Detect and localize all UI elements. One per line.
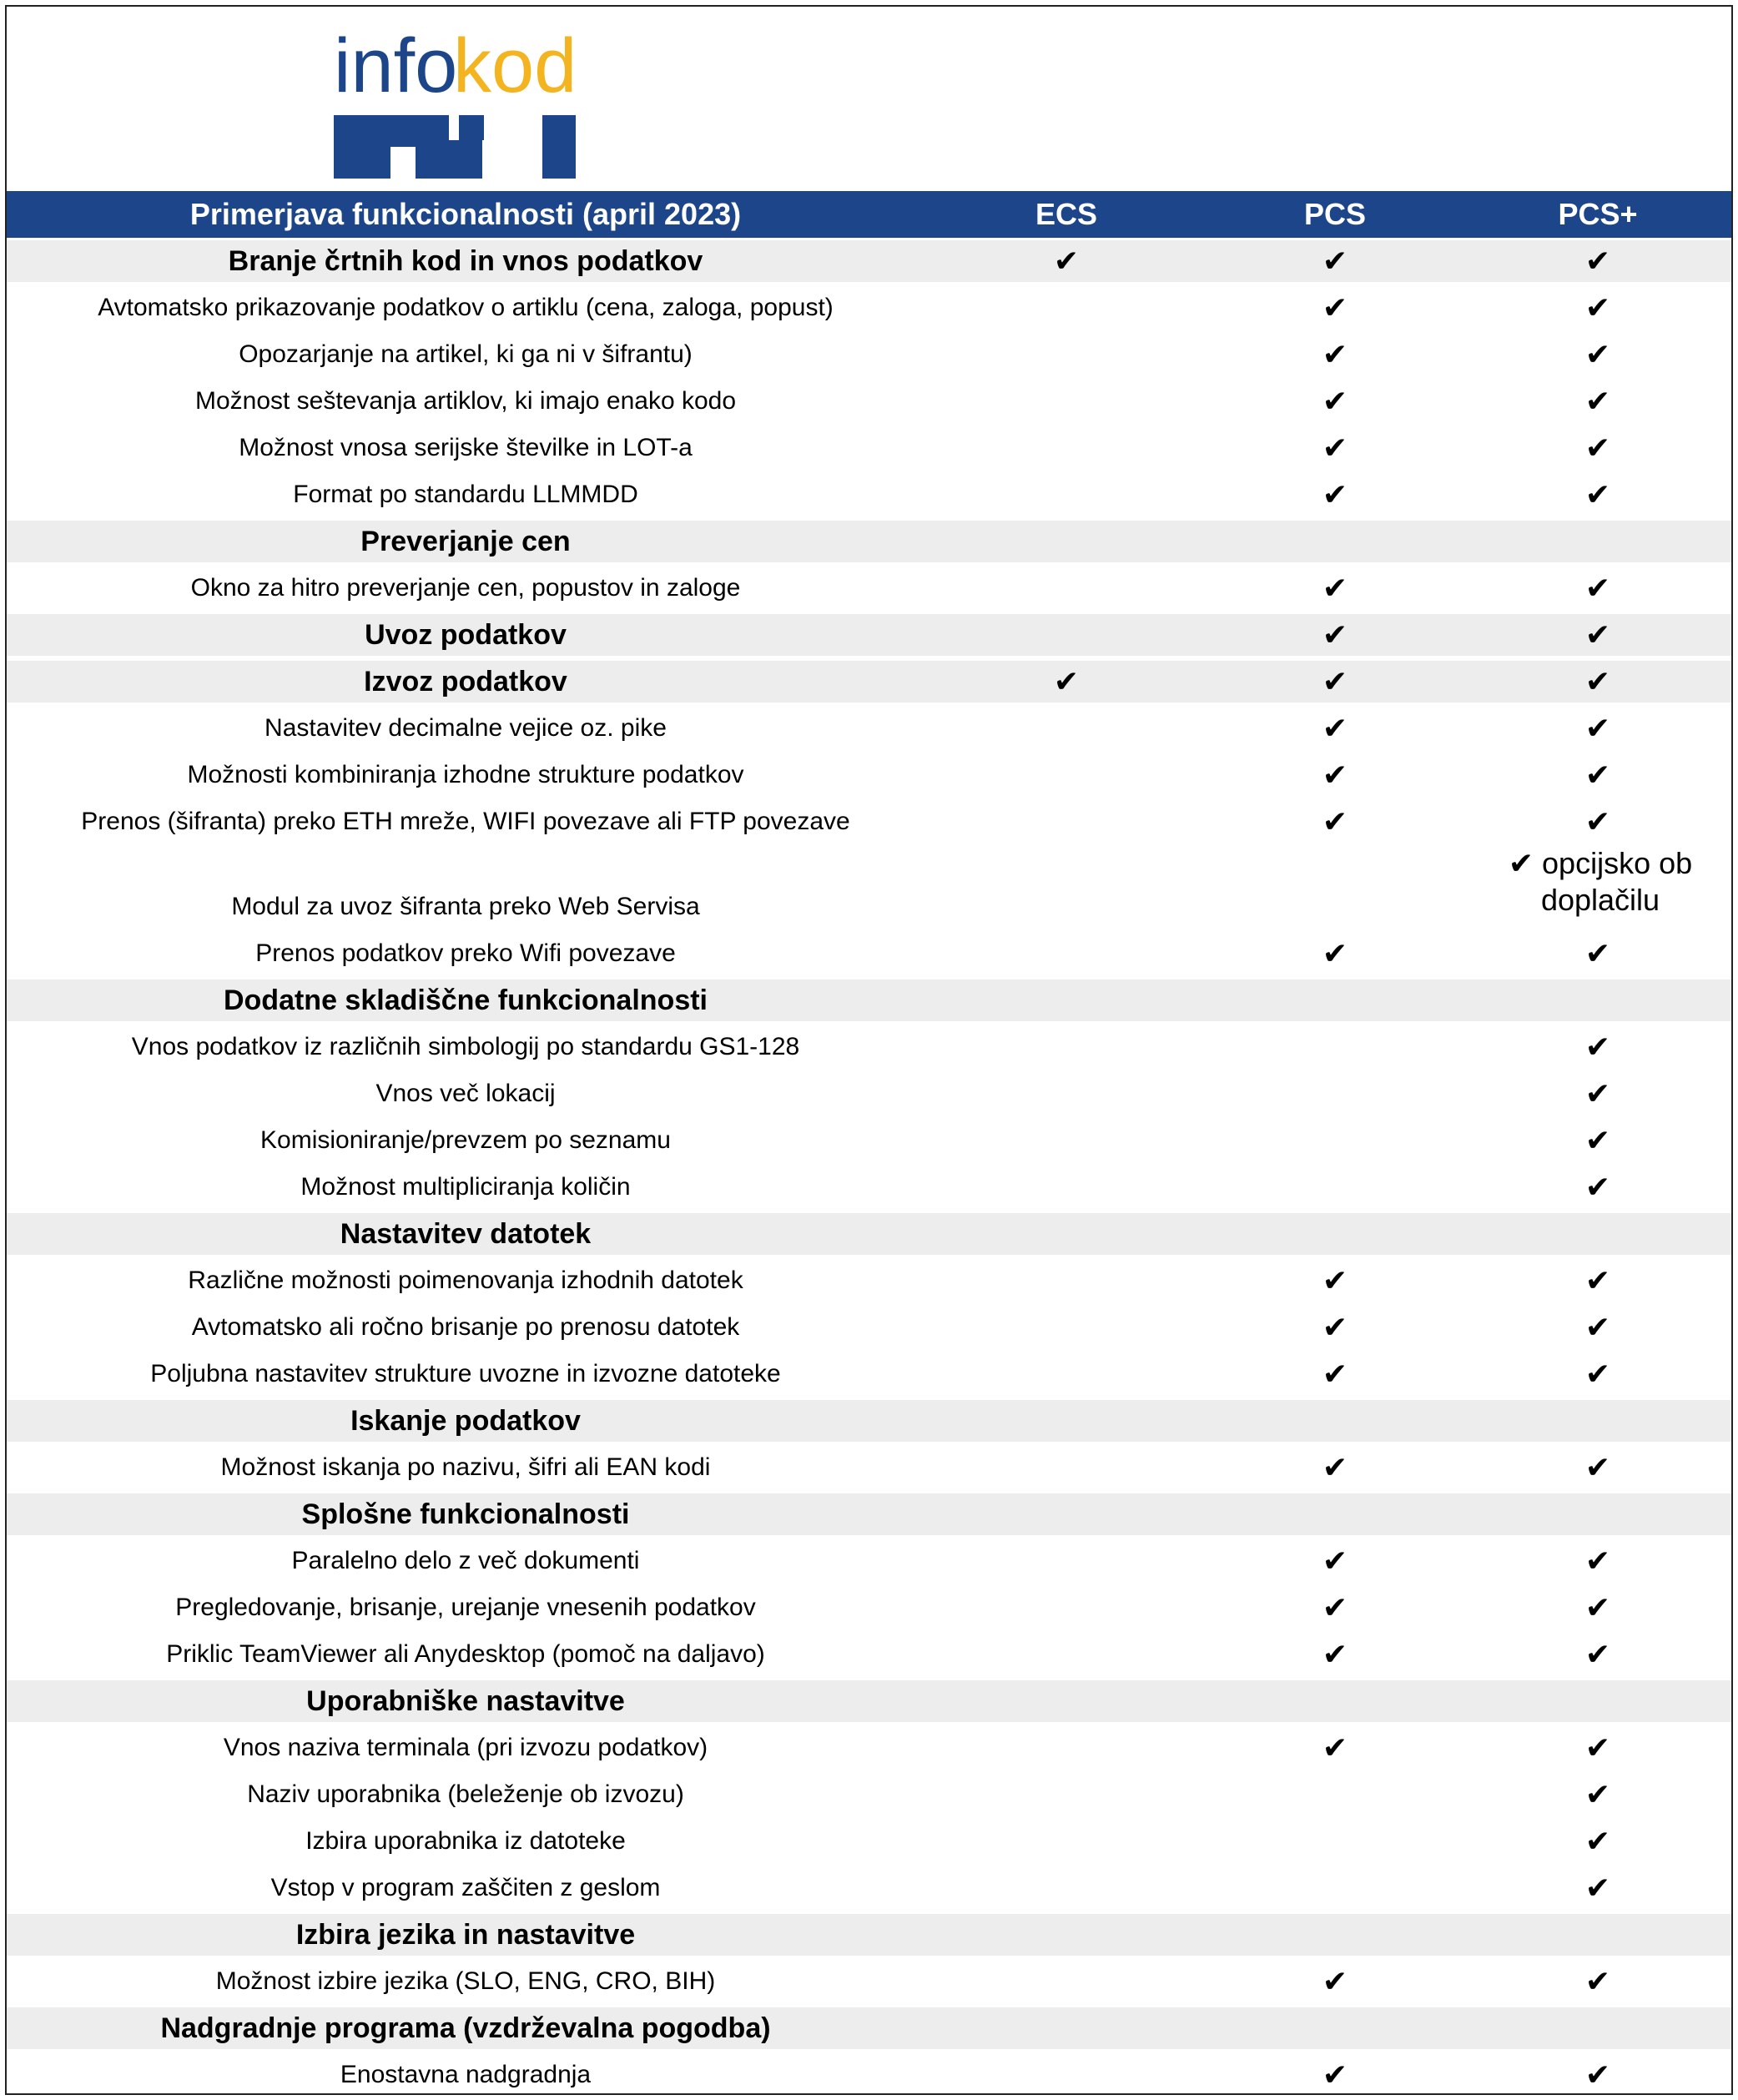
check-ecs-icon: ✔ (1053, 664, 1080, 698)
feature-row (7, 1538, 1731, 1584)
feature-label: Avtomatsko ali ročno brisanje po prenosu datotek (191, 1313, 740, 1341)
check-ecs-icon: ✔ (1053, 244, 1080, 278)
check-pcs-icon: ✔ (1322, 758, 1348, 792)
feature-row (7, 752, 1731, 798)
check-pcs-icon: ✔ (1322, 1590, 1348, 1624)
check-pcsplus-icon: ✔ (1584, 244, 1611, 278)
feature-label: Opozarjanje na artikel, ki ga ni v šifrantu) (239, 340, 693, 368)
section-title: Splošne funkcionalnosti (301, 1498, 630, 1530)
section-title: Dodatne skladiščne funkcionalnosti (223, 985, 708, 1016)
check-pcsplus-icon: ✔ (1584, 1730, 1611, 1765)
infokod-logo (334, 15, 584, 182)
check-pcsplus-icon: ✔ (1584, 431, 1611, 465)
section-row (7, 1211, 1731, 1257)
section-row (7, 1678, 1731, 1725)
check-pcsplus-icon: ✔ (1584, 337, 1611, 371)
feature-row (7, 798, 1731, 845)
check-pcsplus-icon: ✔ (1584, 290, 1611, 325)
section-row (7, 1397, 1731, 1444)
feature-row (7, 1304, 1731, 1351)
check-pcsplus-icon: ✔ (1584, 758, 1611, 792)
feature-row (7, 1631, 1731, 1678)
check-pcsplus-icon: ✔ (1584, 1076, 1611, 1110)
check-pcs-icon: ✔ (1322, 617, 1348, 652)
feature-label: Modul za uvoz šifranta preko Web Servisa (231, 893, 700, 920)
feature-label: Nastavitev decimalne vejice oz. pike (264, 714, 667, 742)
feature-row (7, 1584, 1731, 1631)
section-title: Uvoz podatkov (365, 619, 567, 651)
feature-label: Priklic TeamViewer ali Anydesktop (pomoč na daljavo) (166, 1640, 765, 1668)
comparison-table-body (7, 238, 1731, 2098)
check-pcsplus-icon: ✔ (1584, 1824, 1611, 1858)
feature-row (7, 1818, 1731, 1865)
feature-row (7, 1024, 1731, 1070)
check-pcs-icon: ✔ (1322, 804, 1348, 838)
check-pcs-icon: ✔ (1322, 290, 1348, 325)
header-col-pcsplus: PCS+ (1558, 197, 1638, 231)
check-pcsplus-icon: ✔ (1584, 1544, 1611, 1578)
header-col-ecs: ECS (1035, 197, 1098, 231)
check-pcsplus-icon: ✔ (1584, 1123, 1611, 1157)
feature-row (7, 1958, 1731, 2005)
check-pcs-icon: ✔ (1322, 244, 1348, 278)
check-pcsplus-icon: ✔ (1584, 804, 1611, 838)
section-title: Branje črtnih kod in vnos podatkov (228, 245, 703, 277)
feature-label: Vstop v program zaščiten z geslom (270, 1874, 661, 1901)
check-pcs-icon: ✔ (1322, 1964, 1348, 1998)
feature-row (7, 471, 1731, 518)
logo-blocks-icon (334, 115, 576, 179)
feature-label: Okno za hitro preverjanje cen, popustov in zaloge (190, 574, 741, 602)
check-pcsplus-icon: ✔ (1584, 711, 1611, 745)
check-pcs-icon: ✔ (1322, 1450, 1348, 1484)
check-pcs-icon: ✔ (1322, 477, 1348, 511)
feature-label: Možnost vnosa serijske številke in LOT-a (239, 434, 693, 461)
check-pcsplus-icon: ✔ (1584, 1357, 1611, 1391)
feature-label: Avtomatsko prikazovanje podatkov o artiklu (cena, zaloga, popust) (98, 294, 834, 321)
feature-row (7, 1164, 1731, 1211)
feature-label: Vnos naziva terminala (pri izvozu podatkov) (223, 1734, 708, 1761)
feature-label: Enostavna nadgradnja (340, 2061, 592, 2088)
check-pcsplus-icon: ✔ (1584, 1964, 1611, 1998)
feature-label: Naziv uporabnika (beleženje ob izvozu) (247, 1780, 684, 1808)
feature-label: Paralelno delo z več dokumenti (291, 1547, 640, 1574)
feature-label: Vnos podatkov iz različnih simbologij po standardu GS1-128 (131, 1033, 800, 1060)
feature-row (7, 565, 1731, 612)
note-line-1: ✔ opcijsko ob (1508, 846, 1693, 880)
feature-row (7, 845, 1731, 930)
feature-label: Izbira uporabnika iz datoteke (305, 1827, 626, 1855)
section-row (7, 612, 1731, 658)
feature-row (7, 1771, 1731, 1818)
section-row (7, 977, 1731, 1024)
feature-row (7, 378, 1731, 425)
check-pcs-icon: ✔ (1322, 571, 1348, 605)
feature-label: Poljubna nastavitev strukture uvozne in izvozne datoteke (150, 1360, 781, 1387)
check-pcsplus-icon: ✔ (1584, 1310, 1611, 1344)
check-pcsplus-icon: ✔ (1584, 1030, 1611, 1064)
feature-label: Format po standardu LLMMDD (293, 481, 638, 508)
feature-row (7, 1725, 1731, 1771)
feature-row (7, 1070, 1731, 1117)
section-row (7, 658, 1731, 705)
section-title: Izbira jezika in nastavitve (295, 1919, 636, 1951)
feature-label: Možnost multipliciranja količin (300, 1173, 631, 1201)
feature-row (7, 1257, 1731, 1304)
check-pcs-icon: ✔ (1322, 431, 1348, 465)
section-row (7, 518, 1731, 565)
check-pcsplus-icon: ✔ (1584, 664, 1611, 698)
check-pcsplus-icon: ✔ (1584, 617, 1611, 652)
feature-row (7, 285, 1731, 331)
pcsplus-optional-note (1475, 845, 1725, 919)
check-pcsplus-icon: ✔ (1584, 1777, 1611, 1811)
section-row (7, 2005, 1731, 2052)
check-pcs-icon: ✔ (1322, 337, 1348, 371)
feature-label: Pregledovanje, brisanje, urejanje vnesenih podatkov (175, 1594, 756, 1621)
feature-label: Komisioniranje/prevzem po seznamu (260, 1126, 671, 1154)
check-pcs-icon: ✔ (1322, 664, 1348, 698)
check-pcs-icon: ✔ (1322, 1730, 1348, 1765)
check-pcsplus-icon: ✔ (1584, 1450, 1611, 1484)
check-pcs-icon: ✔ (1322, 936, 1348, 970)
feature-row (7, 1117, 1731, 1164)
feature-row (7, 1351, 1731, 1397)
section-row (7, 1911, 1731, 1958)
logo-word-kod: kod (453, 23, 577, 108)
check-pcsplus-icon: ✔ (1584, 571, 1611, 605)
header-title: Primerjava funkcionalnosti (april 2023) (189, 197, 742, 231)
check-pcsplus-icon: ✔ (1584, 1590, 1611, 1624)
section-row (7, 238, 1731, 285)
check-pcsplus-icon: ✔ (1584, 2057, 1611, 2092)
feature-row (7, 705, 1731, 752)
feature-label: Možnost seštevanja artiklov, ki imajo enako kodo (194, 387, 737, 415)
feature-label: Možnosti kombiniranja izhodne strukture podatkov (187, 761, 744, 788)
feature-label: Prenos (šifranta) preko ETH mreže, WIFI povezave ali FTP povezave (81, 808, 850, 835)
feature-row (7, 1444, 1731, 1491)
check-pcs-icon: ✔ (1322, 1544, 1348, 1578)
section-title: Nastavitev datotek (340, 1218, 592, 1250)
section-title: Preverjanje cen (360, 526, 571, 557)
section-title: Izvoz podatkov (364, 666, 567, 697)
feature-row (7, 930, 1731, 977)
check-pcsplus-icon: ✔ (1584, 1170, 1611, 1204)
logo-word-info: info (334, 23, 458, 108)
check-pcs-icon: ✔ (1322, 1637, 1348, 1671)
section-title: Nadgradnje programa (vzdrževalna pogodba) (160, 2012, 771, 2044)
section-title: Uporabniške nastavitve (306, 1685, 625, 1717)
feature-row (7, 331, 1731, 378)
check-pcsplus-icon: ✔ (1584, 477, 1611, 511)
check-pcs-icon: ✔ (1322, 1310, 1348, 1344)
check-pcsplus-icon: ✔ (1584, 384, 1611, 418)
feature-label: Različne možnosti poimenovanja izhodnih datotek (188, 1267, 743, 1294)
check-pcsplus-icon: ✔ (1584, 1871, 1611, 1905)
check-pcs-icon: ✔ (1322, 711, 1348, 745)
feature-label: Prenos podatkov preko Wifi povezave (255, 939, 676, 967)
header-col-pcs: PCS (1303, 197, 1367, 231)
check-pcs-icon: ✔ (1322, 1263, 1348, 1297)
table-header (7, 191, 1731, 238)
check-pcsplus-icon: ✔ (1584, 1637, 1611, 1671)
check-pcs-icon: ✔ (1322, 2057, 1348, 2092)
note-line-2: doplačilu (1540, 883, 1660, 917)
feature-label: Vnos več lokacij (375, 1080, 556, 1107)
section-title: Iskanje podatkov (350, 1405, 581, 1437)
check-pcsplus-icon: ✔ (1584, 1263, 1611, 1297)
feature-row (7, 2052, 1731, 2098)
check-pcsplus-icon: ✔ (1584, 936, 1611, 970)
section-row (7, 1491, 1731, 1538)
check-pcs-icon: ✔ (1322, 1357, 1348, 1391)
check-pcs-icon: ✔ (1322, 384, 1348, 418)
feature-row (7, 1865, 1731, 1911)
feature-row (7, 425, 1731, 471)
feature-label: Možnost izbire jezika (SLO, ENG, CRO, BIH) (215, 1967, 716, 1995)
feature-label: Možnost iskanja po nazivu, šifri ali EAN kodi (220, 1453, 711, 1481)
